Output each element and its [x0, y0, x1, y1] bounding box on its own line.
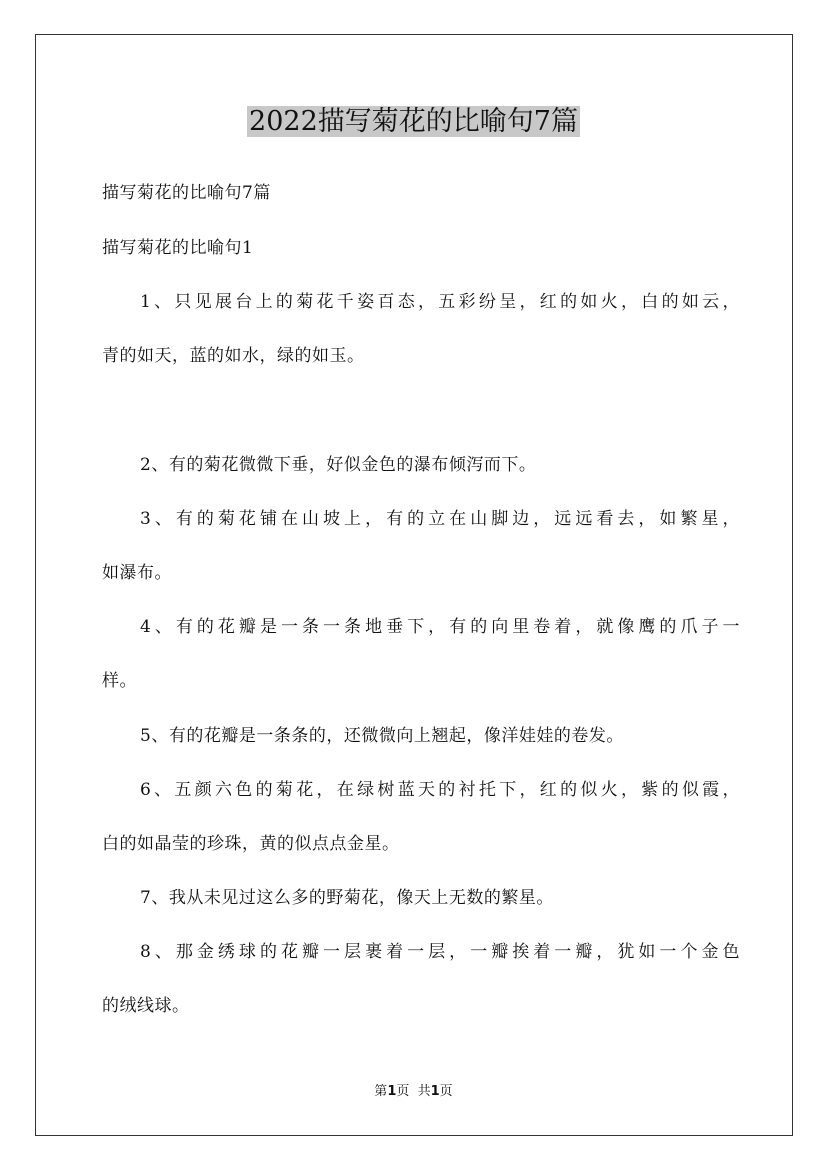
paragraph-5-line-1: 5、有的花瓣是一条条的，还微微向上翘起，像洋娃娃的卷发。	[140, 726, 624, 746]
paragraph-4-line-1: 4、有的花瓣是一条一条地垂下，有的向里卷着，就像鹰的爪子一	[140, 617, 740, 637]
document-subtitle: 描写菊花的比喻句7篇	[102, 183, 271, 203]
footer-total-pages: 1	[430, 1084, 440, 1099]
paragraph-2-line-1: 2、有的菊花微微下垂，好似金色的瀑布倾泻而下。	[140, 455, 537, 475]
paragraph-4-line-2: 样。	[102, 671, 137, 691]
paragraph-6-line-2: 白的如晶莹的珍珠，黄的似点点金星。	[102, 834, 400, 854]
paragraph-6-line-1: 6、五颜六色的菊花，在绿树蓝天的衬托下，红的似火，紫的似霞，	[140, 780, 740, 800]
section-heading: 描写菊花的比喻句1	[102, 238, 254, 258]
paragraph-1-line-2: 青的如天，蓝的如水，绿的如玉。	[102, 346, 365, 366]
paragraph-8-line-1: 8、那金绣球的花瓣一层裹着一层，一瓣挨着一瓣，犹如一个金色	[140, 942, 740, 962]
document-title-text: 2022描写菊花的比喻句7篇	[249, 106, 578, 137]
paragraph-3-line-2: 如瀑布。	[102, 563, 172, 583]
footer-prefix: 第	[374, 1084, 388, 1099]
footer-page-number: 1	[387, 1084, 397, 1099]
paragraph-8-line-2: 的绒线球。	[102, 996, 190, 1016]
paragraph-3-line-1: 3、有的菊花铺在山坡上，有的立在山脚边，远远看去，如繁星，	[140, 509, 740, 529]
page-footer	[0, 1082, 827, 1102]
paragraph-1-line-1: 1、只见展台上的菊花千姿百态，五彩纷呈，红的如火，白的如云，	[140, 292, 740, 312]
footer-mid: 页 共	[396, 1084, 431, 1099]
paragraph-7-line-1: 7、我从未见过这么多的野菊花，像天上无数的繁星。	[140, 888, 554, 908]
document-title	[0, 102, 827, 142]
footer-suffix: 页	[439, 1084, 453, 1099]
